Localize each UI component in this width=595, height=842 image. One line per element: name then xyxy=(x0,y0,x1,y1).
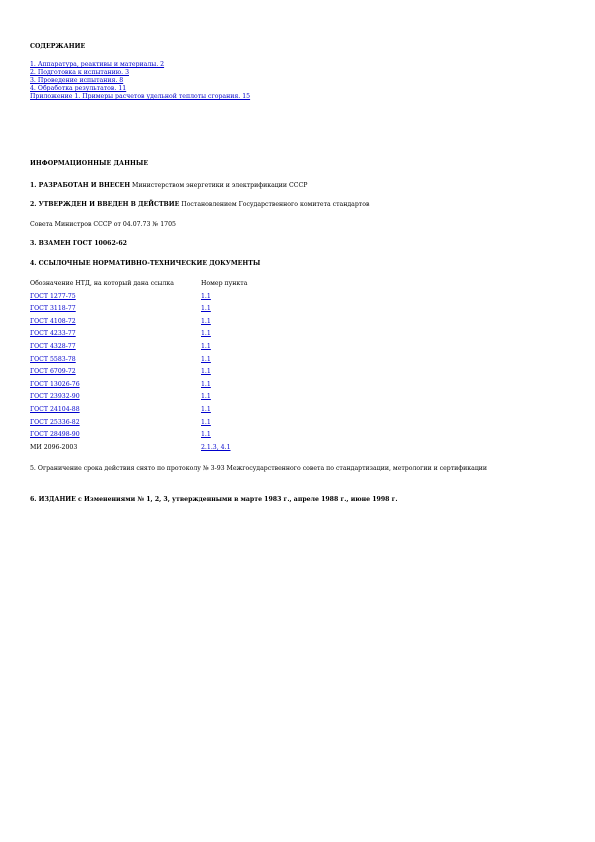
table-row xyxy=(30,343,247,356)
table-of-contents xyxy=(30,61,250,101)
info-paragraph-2-text: Постановлением Государственного комитета стандартов xyxy=(179,201,370,208)
item-link[interactable]: 1.1 xyxy=(201,393,211,401)
document-link[interactable]: ГОСТ 4233-77 xyxy=(30,330,76,338)
table-row xyxy=(30,318,247,331)
info-paragraph-2-lead: 2. УТВЕРЖДЕН И ВВЕДЕН В ДЕЙСТВИЕ xyxy=(30,201,180,208)
item-link[interactable]: 1.1 xyxy=(201,431,211,439)
document-link[interactable]: ГОСТ 28498-90 xyxy=(30,431,80,439)
info-title: ИНФОРМАЦИОННЫЕ ДАННЫЕ xyxy=(30,160,149,167)
toc-link-testing[interactable]: 3. Проведение испытания. 8 xyxy=(30,77,124,84)
item-link[interactable]: 1.1 xyxy=(201,405,211,413)
document-link[interactable]: ГОСТ 6709-72 xyxy=(30,368,76,376)
document-link[interactable]: ГОСТ 13026-76 xyxy=(30,380,80,388)
info-paragraph-3-text: 3. ВЗАМЕН ГОСТ 10062-62 xyxy=(30,240,127,247)
item-link[interactable]: 1.1 xyxy=(201,292,211,300)
item-link[interactable]: 1.1 xyxy=(201,418,211,426)
item-link[interactable]: 1.1 xyxy=(201,355,211,363)
document-link[interactable]: ГОСТ 24104-88 xyxy=(30,405,80,413)
column-header-item: Номер пункта xyxy=(201,280,248,287)
document-link[interactable]: ГОСТ 1277-75 xyxy=(30,292,76,300)
table-row xyxy=(30,356,247,369)
table-row xyxy=(30,406,247,419)
info-paragraph-1 xyxy=(30,182,307,189)
table-row xyxy=(30,431,247,444)
document-text: МИ 2096-2003 xyxy=(30,443,78,451)
item-link[interactable]: 1.1 xyxy=(201,317,211,325)
table-row xyxy=(30,305,247,318)
document-link[interactable]: ГОСТ 5583-78 xyxy=(30,355,76,363)
info-paragraph-2 xyxy=(30,201,369,208)
table-row xyxy=(30,381,247,394)
references-table xyxy=(30,280,247,456)
info-paragraph-6-text: 6. ИЗДАНИЕ с Изменениями № 1, 2, 3, утвержденными в марте 1983 г., апреле 1988 г., июне 1998 г. xyxy=(30,496,398,503)
toc-link-processing[interactable]: 4. Обработка результатов. 11 xyxy=(30,85,127,92)
item-link[interactable]: 1.1 xyxy=(201,330,211,338)
document-link[interactable]: ГОСТ 23932-90 xyxy=(30,393,80,401)
toc-link-apparatus[interactable]: 1. Аппаратура, реактивы и материалы. 2 xyxy=(30,61,165,68)
document-link[interactable]: ГОСТ 25336-82 xyxy=(30,418,80,426)
toc-link-preparation[interactable]: 2. Подготовка к испытанию. 3 xyxy=(30,69,130,76)
item-link[interactable]: 1.1 xyxy=(201,342,211,350)
table-row xyxy=(30,444,247,457)
info-paragraph-1-lead: 1. РАЗРАБОТАН И ВНЕСЕН xyxy=(30,182,131,189)
info-paragraph-1-text: Министерством энергетики и электрификации СССР xyxy=(130,182,308,189)
info-paragraph-4 xyxy=(30,260,260,267)
item-link[interactable]: 1.1 xyxy=(201,380,211,388)
info-paragraph-3 xyxy=(30,240,127,247)
contents-title: СОДЕРЖАНИЕ xyxy=(30,43,86,50)
item-link[interactable]: 1.1 xyxy=(201,305,211,313)
info-paragraph-6 xyxy=(30,496,398,503)
table-row xyxy=(30,368,247,381)
item-link[interactable]: 2.1.3, 4.1 xyxy=(201,443,231,451)
document-link[interactable]: ГОСТ 3118-77 xyxy=(30,305,76,313)
table-row xyxy=(30,330,247,343)
table-row xyxy=(30,293,247,306)
table-row xyxy=(30,419,247,432)
table-row xyxy=(30,393,247,406)
item-link[interactable]: 1.1 xyxy=(201,368,211,376)
info-paragraph-2-continued: Совета Министров СССР от 04.07.73 № 1705 xyxy=(30,221,176,228)
info-paragraph-5: 5. Ограничение срока действия снято по протоколу № 3-93 Межгосударственного совета по стандартизации, метрологии и сертификации xyxy=(30,465,488,472)
document-link[interactable]: ГОСТ 4328-77 xyxy=(30,342,76,350)
toc-link-appendix-1[interactable]: Приложение 1. Примеры расчетов удельной теплоты сгорания. 15 xyxy=(30,93,251,100)
info-paragraph-4-text: 4. ССЫЛОЧНЫЕ НОРМАТИВНО-ТЕХНИЧЕСКИЕ ДОКУМЕНТЫ xyxy=(30,260,261,267)
column-header-document: Обозначение НТД, на который дана ссылка xyxy=(30,280,174,287)
document-link[interactable]: ГОСТ 4108-72 xyxy=(30,317,76,325)
table-header-row xyxy=(30,280,247,293)
